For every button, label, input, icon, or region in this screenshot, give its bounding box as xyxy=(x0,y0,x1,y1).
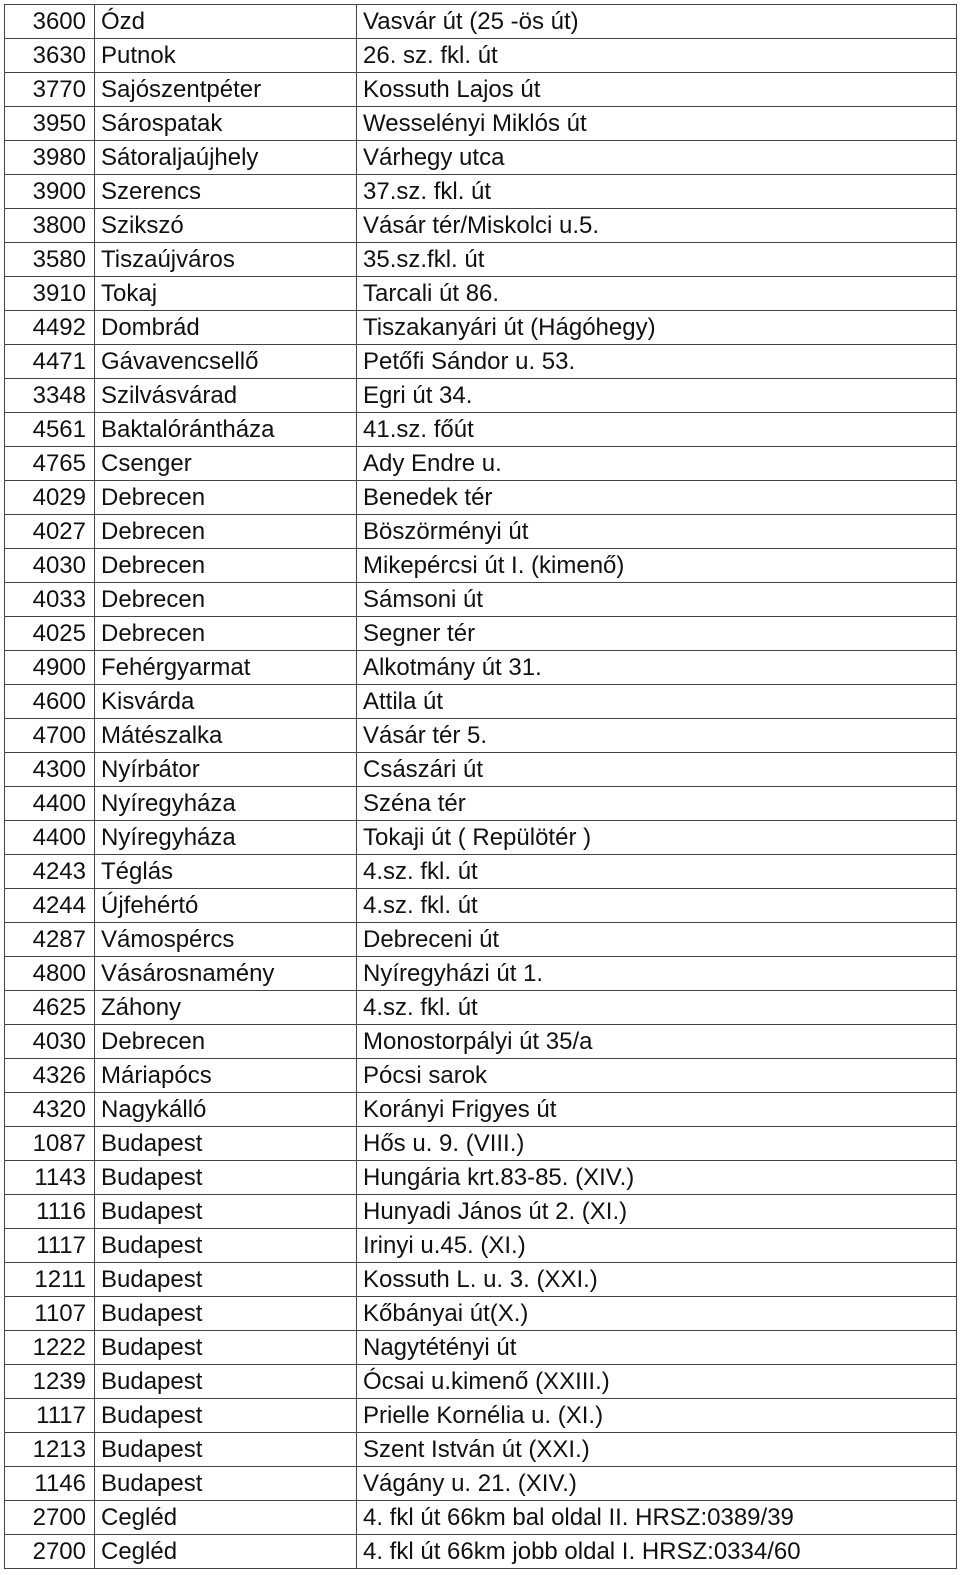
table-row xyxy=(5,1263,957,1297)
address-cell: Kossuth L. u. 3. (XXI.) xyxy=(357,1263,957,1297)
address-cell: 4.sz. fkl. út xyxy=(357,855,957,889)
postal-code-cell: 4326 xyxy=(5,1059,95,1093)
postal-code-cell: 1222 xyxy=(5,1331,95,1365)
city-cell: Debrecen xyxy=(95,549,357,583)
postal-code-cell: 4600 xyxy=(5,685,95,719)
table-row xyxy=(5,583,957,617)
address-cell: 4. fkl út 66km bal oldal II. HRSZ:0389/39 xyxy=(357,1501,957,1535)
address-cell: Prielle Kornélia u. (XI.) xyxy=(357,1399,957,1433)
address-cell: Tokaji út ( Repülötér ) xyxy=(357,821,957,855)
city-cell: Budapest xyxy=(95,1161,357,1195)
table-row xyxy=(5,1399,957,1433)
table-row xyxy=(5,753,957,787)
table-row xyxy=(5,73,957,107)
address-cell: Segner tér xyxy=(357,617,957,651)
city-cell: Záhony xyxy=(95,991,357,1025)
city-cell: Csenger xyxy=(95,447,357,481)
postal-code-cell: 4765 xyxy=(5,447,95,481)
postal-code-cell: 2700 xyxy=(5,1501,95,1535)
postal-code-cell: 3800 xyxy=(5,209,95,243)
city-cell: Budapest xyxy=(95,1297,357,1331)
address-cell: Hős u. 9. (VIII.) xyxy=(357,1127,957,1161)
address-cell: 26. sz. fkl. út xyxy=(357,39,957,73)
table-row xyxy=(5,39,957,73)
postal-code-cell: 4561 xyxy=(5,413,95,447)
address-cell: Nagytétényi út xyxy=(357,1331,957,1365)
table-row xyxy=(5,175,957,209)
address-cell: Vásár tér 5. xyxy=(357,719,957,753)
address-cell: Vágány u. 21. (XIV.) xyxy=(357,1467,957,1501)
address-cell: Tarcali út 86. xyxy=(357,277,957,311)
address-cell: 4. fkl út 66km jobb oldal I. HRSZ:0334/60 xyxy=(357,1535,957,1569)
address-cell: Széna tér xyxy=(357,787,957,821)
postal-code-cell: 2700 xyxy=(5,1535,95,1569)
postal-code-cell: 4300 xyxy=(5,753,95,787)
city-cell: Budapest xyxy=(95,1365,357,1399)
address-cell: 4.sz. fkl. út xyxy=(357,889,957,923)
city-cell: Nagykálló xyxy=(95,1093,357,1127)
address-cell: Alkotmány út 31. xyxy=(357,651,957,685)
address-cell: Várhegy utca xyxy=(357,141,957,175)
city-cell: Ózd xyxy=(95,5,357,39)
postal-code-cell: 4033 xyxy=(5,583,95,617)
table-row xyxy=(5,957,957,991)
postal-code-cell: 3900 xyxy=(5,175,95,209)
address-cell: Hungária krt.83-85. (XIV.) xyxy=(357,1161,957,1195)
table-row xyxy=(5,243,957,277)
table-row xyxy=(5,991,957,1025)
postal-code-cell: 4492 xyxy=(5,311,95,345)
city-cell: Debrecen xyxy=(95,583,357,617)
city-cell: Budapest xyxy=(95,1229,357,1263)
postal-code-cell: 4244 xyxy=(5,889,95,923)
table-row xyxy=(5,889,957,923)
table-row xyxy=(5,1127,957,1161)
city-cell: Budapest xyxy=(95,1263,357,1297)
table-row xyxy=(5,1433,957,1467)
table-row xyxy=(5,141,957,175)
address-cell: Kossuth Lajos út xyxy=(357,73,957,107)
address-cell: Ócsai u.kimenő (XXIII.) xyxy=(357,1365,957,1399)
address-cell: 41.sz. főút xyxy=(357,413,957,447)
table-row xyxy=(5,1297,957,1331)
table-row xyxy=(5,481,957,515)
table-row xyxy=(5,1195,957,1229)
address-cell: Ady Endre u. xyxy=(357,447,957,481)
table-row xyxy=(5,617,957,651)
address-cell: Sámsoni út xyxy=(357,583,957,617)
table-row xyxy=(5,311,957,345)
address-cell: Szent István út (XXI.) xyxy=(357,1433,957,1467)
postal-code-cell: 3630 xyxy=(5,39,95,73)
postal-code-cell: 1213 xyxy=(5,1433,95,1467)
city-cell: Máriapócs xyxy=(95,1059,357,1093)
address-cell: Tiszakanyári út (Hágóhegy) xyxy=(357,311,957,345)
address-table xyxy=(4,4,957,1569)
city-cell: Vásárosnamény xyxy=(95,957,357,991)
postal-code-cell: 1143 xyxy=(5,1161,95,1195)
postal-code-cell: 1146 xyxy=(5,1467,95,1501)
city-cell: Sárospatak xyxy=(95,107,357,141)
city-cell: Téglás xyxy=(95,855,357,889)
address-cell: Nyíregyházi út 1. xyxy=(357,957,957,991)
table-body xyxy=(5,5,957,1569)
city-cell: Cegléd xyxy=(95,1535,357,1569)
table-row xyxy=(5,1025,957,1059)
address-cell: Hunyadi János út 2. (XI.) xyxy=(357,1195,957,1229)
table-row xyxy=(5,1059,957,1093)
postal-code-cell: 4400 xyxy=(5,821,95,855)
postal-code-cell: 3600 xyxy=(5,5,95,39)
address-cell: Attila út xyxy=(357,685,957,719)
table-row xyxy=(5,685,957,719)
address-cell: Petőfi Sándor u. 53. xyxy=(357,345,957,379)
city-cell: Tokaj xyxy=(95,277,357,311)
city-cell: Újfehértó xyxy=(95,889,357,923)
city-cell: Debrecen xyxy=(95,481,357,515)
city-cell: Dombrád xyxy=(95,311,357,345)
table-row xyxy=(5,1535,957,1569)
postal-code-cell: 3980 xyxy=(5,141,95,175)
table-row xyxy=(5,651,957,685)
address-cell: Wesselényi Miklós út xyxy=(357,107,957,141)
postal-code-cell: 4800 xyxy=(5,957,95,991)
city-cell: Debrecen xyxy=(95,515,357,549)
address-cell: Korányi Frigyes út xyxy=(357,1093,957,1127)
city-cell: Mátészalka xyxy=(95,719,357,753)
table-row xyxy=(5,821,957,855)
table-row xyxy=(5,1161,957,1195)
postal-code-cell: 4471 xyxy=(5,345,95,379)
city-cell: Budapest xyxy=(95,1195,357,1229)
city-cell: Budapest xyxy=(95,1331,357,1365)
city-cell: Szikszó xyxy=(95,209,357,243)
postal-code-cell: 1117 xyxy=(5,1399,95,1433)
table-row xyxy=(5,787,957,821)
postal-code-cell: 3770 xyxy=(5,73,95,107)
address-cell: Császári út xyxy=(357,753,957,787)
table-row xyxy=(5,1365,957,1399)
postal-code-cell: 1107 xyxy=(5,1297,95,1331)
postal-code-cell: 4625 xyxy=(5,991,95,1025)
postal-code-cell: 4320 xyxy=(5,1093,95,1127)
city-cell: Budapest xyxy=(95,1399,357,1433)
address-cell: Kőbányai út(X.) xyxy=(357,1297,957,1331)
postal-code-cell: 4025 xyxy=(5,617,95,651)
postal-code-cell: 1211 xyxy=(5,1263,95,1297)
table-row xyxy=(5,1229,957,1263)
city-cell: Nyíregyháza xyxy=(95,787,357,821)
address-cell: 35.sz.fkl. út xyxy=(357,243,957,277)
city-cell: Tiszaújváros xyxy=(95,243,357,277)
table-row xyxy=(5,413,957,447)
table-row xyxy=(5,549,957,583)
city-cell: Budapest xyxy=(95,1127,357,1161)
postal-code-cell: 4287 xyxy=(5,923,95,957)
city-cell: Sajószentpéter xyxy=(95,73,357,107)
postal-code-cell: 4030 xyxy=(5,1025,95,1059)
address-cell: Irinyi u.45. (XI.) xyxy=(357,1229,957,1263)
table-row xyxy=(5,277,957,311)
city-cell: Debrecen xyxy=(95,1025,357,1059)
postal-code-cell: 3950 xyxy=(5,107,95,141)
address-cell: Egri út 34. xyxy=(357,379,957,413)
city-cell: Sátoraljaújhely xyxy=(95,141,357,175)
address-cell: Benedek tér xyxy=(357,481,957,515)
city-cell: Baktalórántháza xyxy=(95,413,357,447)
postal-code-cell: 4900 xyxy=(5,651,95,685)
table-row xyxy=(5,923,957,957)
postal-code-cell: 4400 xyxy=(5,787,95,821)
table-row xyxy=(5,209,957,243)
city-cell: Vámospércs xyxy=(95,923,357,957)
postal-code-cell: 4029 xyxy=(5,481,95,515)
postal-code-cell: 1116 xyxy=(5,1195,95,1229)
table-row xyxy=(5,447,957,481)
postal-code-cell: 1239 xyxy=(5,1365,95,1399)
city-cell: Putnok xyxy=(95,39,357,73)
table-row xyxy=(5,5,957,39)
postal-code-cell: 4027 xyxy=(5,515,95,549)
table-row xyxy=(5,1467,957,1501)
postal-code-cell: 4030 xyxy=(5,549,95,583)
city-cell: Debrecen xyxy=(95,617,357,651)
city-cell: Szilvásvárad xyxy=(95,379,357,413)
address-cell: 4.sz. fkl. út xyxy=(357,991,957,1025)
address-cell: Böszörményi út xyxy=(357,515,957,549)
table-row xyxy=(5,379,957,413)
address-cell: Mikepércsi út I. (kimenő) xyxy=(357,549,957,583)
address-cell: Vasvár út (25 -ös út) xyxy=(357,5,957,39)
postal-code-cell: 4700 xyxy=(5,719,95,753)
table-row xyxy=(5,1093,957,1127)
address-cell: Monostorpályi út 35/a xyxy=(357,1025,957,1059)
table-row xyxy=(5,719,957,753)
city-cell: Nyírbátor xyxy=(95,753,357,787)
address-cell: Debreceni út xyxy=(357,923,957,957)
table-row xyxy=(5,107,957,141)
city-cell: Cegléd xyxy=(95,1501,357,1535)
city-cell: Budapest xyxy=(95,1467,357,1501)
postal-code-cell: 1087 xyxy=(5,1127,95,1161)
address-cell: Vásár tér/Miskolci u.5. xyxy=(357,209,957,243)
table-row xyxy=(5,855,957,889)
postal-code-cell: 1117 xyxy=(5,1229,95,1263)
table-row xyxy=(5,515,957,549)
city-cell: Szerencs xyxy=(95,175,357,209)
city-cell: Nyíregyháza xyxy=(95,821,357,855)
city-cell: Budapest xyxy=(95,1433,357,1467)
address-cell: Pócsi sarok xyxy=(357,1059,957,1093)
table-row xyxy=(5,1331,957,1365)
postal-code-cell: 3910 xyxy=(5,277,95,311)
postal-code-cell: 3580 xyxy=(5,243,95,277)
table-row xyxy=(5,1501,957,1535)
table-row xyxy=(5,345,957,379)
postal-code-cell: 4243 xyxy=(5,855,95,889)
postal-code-cell: 3348 xyxy=(5,379,95,413)
city-cell: Gávavencsellő xyxy=(95,345,357,379)
city-cell: Fehérgyarmat xyxy=(95,651,357,685)
city-cell: Kisvárda xyxy=(95,685,357,719)
address-cell: 37.sz. fkl. út xyxy=(357,175,957,209)
